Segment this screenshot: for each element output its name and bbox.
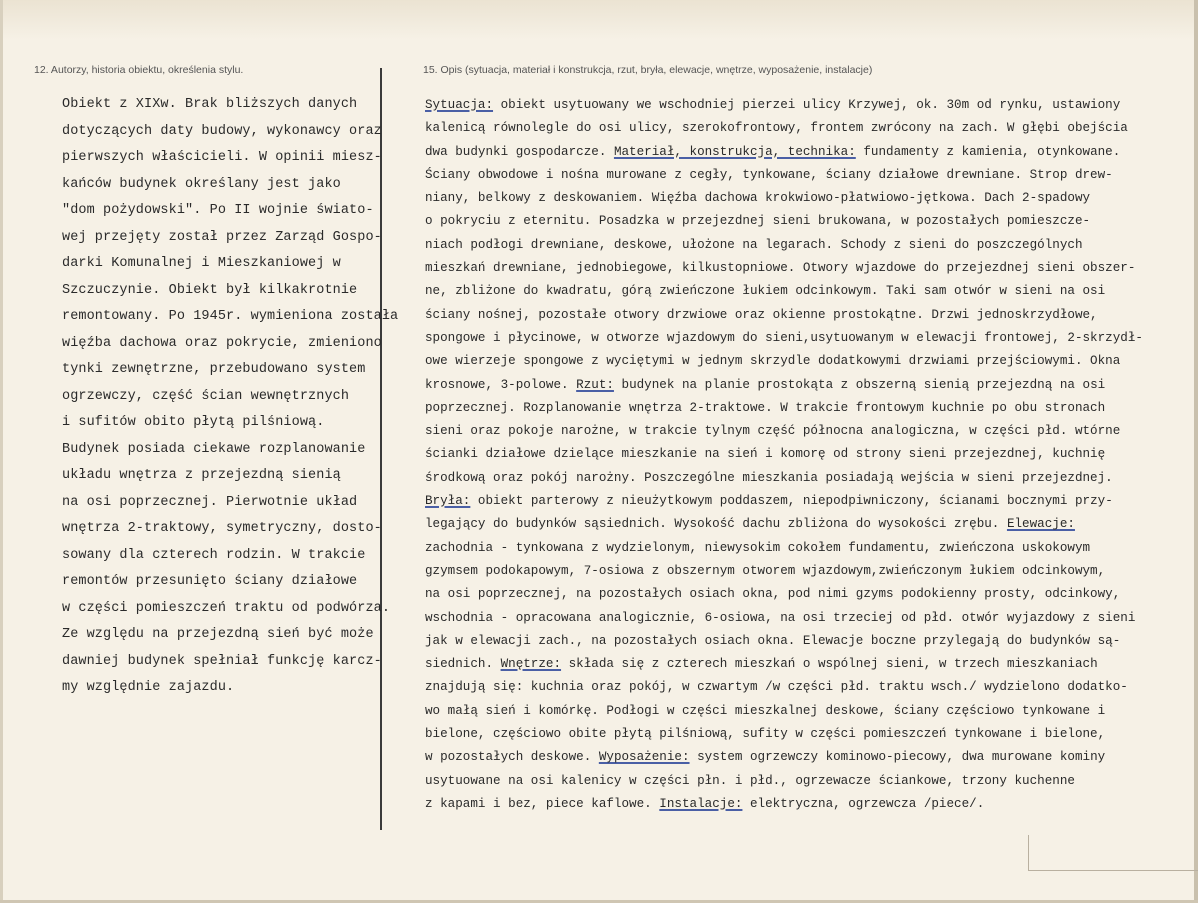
description-text-line xyxy=(425,793,1195,816)
history-text-column xyxy=(62,92,399,702)
description-text-line xyxy=(425,653,1195,676)
paper-left-edge xyxy=(0,0,3,903)
description-text-line xyxy=(425,350,1195,373)
description-text: budynek na planie prostokąta z obszerną sienią przejezdną na osi xyxy=(613,377,1106,392)
frame-line-right xyxy=(1028,835,1029,871)
description-text-line xyxy=(425,420,1195,443)
section-heading: Rzut: xyxy=(576,377,614,392)
history-text-line: i sufitów obito płytą pilśniową. xyxy=(62,415,325,430)
description-text: Ściany obwodowe i nośna murowane z cegły, tynkowane, ściany działowe drewniane. Strop drew- xyxy=(425,167,1113,182)
history-text-line: remontów przesunięto ściany działowe xyxy=(62,574,358,589)
description-text-line xyxy=(425,746,1195,769)
paper-top-shading xyxy=(0,0,1198,40)
description-text: w pozostałych deskowe. xyxy=(425,750,599,765)
description-text: spongowe i płycinowe, w otworze wjazdowym do sieni,usytuowanym w elewacji frontowej, 2-skrzydł- xyxy=(425,330,1143,345)
history-text-line: darki Komunalnej i Mieszkaniowej w xyxy=(62,256,341,271)
description-text: składa się z czterech mieszkań o wspólnej sieni, w trzech mieszkaniach xyxy=(561,657,1098,672)
section-heading: Elewacje: xyxy=(1006,517,1075,532)
description-text: jak w elewacji zach., na pozostałych osiach okna. Elewacje boczne przylegają do budynków są- xyxy=(425,633,1121,648)
history-text-line: pierwszych właścicieli. W opinii miesz- xyxy=(62,150,382,165)
history-text-line: sowany dla czterech rodzin. W trakcie xyxy=(62,547,366,563)
description-text: dwa budynki gospodarcze. xyxy=(425,144,614,159)
description-text-line xyxy=(425,210,1195,233)
section-heading: Wyposażenie: xyxy=(598,750,690,765)
description-text: krosnowe, 3-polowe. xyxy=(425,377,577,392)
section-heading: Instalacje: xyxy=(659,796,743,811)
section-heading: Materiał, konstrukcja, technika: xyxy=(613,144,856,159)
description-text: bielone, częściowo obite płytą pilśniową, sufity w części pomieszczeń tynkowane i bielone, xyxy=(425,727,1106,742)
description-text: ściany nośnej, pozostałe otwory drzwiowe oraz okienne prostokątne. Drzwi jednoskrzydłowe, xyxy=(425,307,1098,322)
description-text-line xyxy=(425,141,1195,164)
description-text-line xyxy=(425,583,1195,606)
history-text-line: wej przejęty został przez Zarząd Gospo- xyxy=(62,229,382,245)
description-text-line xyxy=(425,304,1195,327)
description-text: ne, zbliżone do kwadratu, górą zwieńczone łukiem odcinkowym. Taki sam otwór w sieni na osi xyxy=(425,284,1106,299)
description-text-column xyxy=(425,94,1195,816)
history-text-line: dawniej budynek spełniał funkcję karcz- xyxy=(62,653,382,669)
description-text: wo małą sień i komórkę. Podłogi w części mieszkalnej deskowe, ściany częściowo tynkowane i xyxy=(425,703,1106,718)
description-text-line xyxy=(425,537,1195,560)
description-text-line xyxy=(425,234,1195,257)
description-text: system ogrzewczy kominowo-piecowy, dwa murowane kominy xyxy=(689,750,1106,765)
description-text-line xyxy=(425,443,1195,466)
description-text: usytuowane na osi kalenicy w części płn. i płd., ogrzewacze ściankowe, trzony kuchenne xyxy=(425,773,1075,788)
description-text-line xyxy=(425,560,1195,583)
description-text: ścianki działowe dzielące mieszkanie na sień i komorę od strony sieni przejezdnej, kuchnię xyxy=(425,447,1106,462)
description-text-line xyxy=(425,607,1195,630)
history-text-line: więźba dachowa oraz pokrycie, zmieniono xyxy=(62,335,382,351)
description-text: zachodnia - tynkowana z wydzielonym, niewysokim cokołem fundamentu, zwieńczona uskokowym xyxy=(425,540,1091,555)
history-text-line: na osi poprzecznej. Pierwotnie układ xyxy=(62,494,358,510)
history-text-line: remontowany. Po 1945r. wymieniona została xyxy=(62,309,399,324)
frame-line-bottom xyxy=(1028,870,1198,871)
history-text-line: układu wnętrza z przejezdną sienią xyxy=(62,468,341,483)
description-text-line xyxy=(425,94,1195,117)
description-text: z kapami i bez, piece kaflowe. xyxy=(425,796,660,811)
description-text: gzymsem podokapowym, 7-osiowa z obszernym otworem wjazdowym,zwieńczonym łukiem odcinkowym, xyxy=(425,563,1106,578)
description-text: na osi poprzecznej, na pozostałych osiach okna, pod nimi gzyms podokienny prosty, odcinkowy, xyxy=(425,587,1121,602)
history-text-line: wnętrza 2-traktowy, symetryczny, dosto- xyxy=(62,521,382,536)
description-text-line xyxy=(425,257,1195,280)
description-text: kalenicą równolegle do osi ulicy, szerokofrontowy, frontem zwrócony na zach. W głębi obejścia xyxy=(425,121,1128,136)
description-text: fundamenty z kamienia, otynkowane. xyxy=(855,144,1121,159)
description-text: wschodnia - opracowana analogicznie, 6-osiowa, na osi trzeciej od płd. otwór wyjazdowy z sieni xyxy=(425,610,1136,625)
description-text-line xyxy=(425,187,1195,210)
description-text-line xyxy=(425,723,1195,746)
description-text-line xyxy=(425,117,1195,140)
description-text: poprzecznej. Rozplanowanie wnętrza 2-traktowe. W trakcie frontowym kuchnie po obu stronach xyxy=(425,400,1106,415)
description-text: elektryczna, ogrzewcza /piece/. xyxy=(742,796,985,811)
history-text-line: w części pomieszczeń traktu od podwórza. xyxy=(62,600,391,616)
section-heading: Wnętrze: xyxy=(500,657,562,672)
section-heading: Bryła: xyxy=(425,494,471,509)
description-text: owe wierzeje spongowe z wyciętymi w jednym skrzydle dodatkowymi drzwiami przejściowymi. Okna xyxy=(425,354,1121,369)
section-heading: Sytuacja: xyxy=(425,98,494,112)
description-text-line xyxy=(425,490,1195,513)
description-text-line xyxy=(425,164,1195,187)
description-text-line xyxy=(425,397,1195,420)
history-text-line: Ze względu na przejezdną sień być może xyxy=(62,627,374,642)
description-text-line xyxy=(425,676,1195,699)
history-text-line: Obiekt z XIXw. Brak bliższych danych xyxy=(62,97,358,112)
description-text-line xyxy=(425,700,1195,723)
description-text: siednich. xyxy=(425,657,501,672)
description-text-line xyxy=(425,467,1195,490)
section-12-header: 12. Autorzy, historia obiektu, określenia stylu. xyxy=(34,64,244,76)
description-text: niach podłogi drewniane, deskowe, ułożone na legarach. Schody z sieni do poszczególnych xyxy=(425,237,1083,252)
description-text: o pokryciu z eternitu. Posadzka w przejezdnej sieni brukowana, w pozostałych pomieszcze- xyxy=(425,214,1091,229)
history-text-line: kańców budynek określany jest jako xyxy=(62,176,341,192)
description-text-line xyxy=(425,770,1195,793)
description-text: niany, belkowy z deskowaniem. Więźba dachowa krokwiowo-płatwiowo-jętkowa. Dach 2-spadowy xyxy=(425,191,1091,206)
description-text: obiekt parterowy z nieużytkowym poddaszem, niepodpiwniczony, ścianami bocznymi przy- xyxy=(470,494,1113,509)
description-text-line xyxy=(425,630,1195,653)
history-text-line: "dom pożydowski". Po II wojnie świato- xyxy=(62,203,374,218)
history-text-line: Budynek posiada ciekawe rozplanowanie xyxy=(62,441,366,457)
description-text: mieszkań drewniane, jednobiegowe, kilkustopniowe. Otwory wjazdowe do przejezdnej sieni obszer- xyxy=(425,261,1136,276)
description-text-line xyxy=(425,513,1195,536)
description-text: znajdują się: kuchnia oraz pokój, w czwartym /w części płd. traktu wsch./ wydzielono dodatko- xyxy=(425,680,1128,695)
description-text-line xyxy=(425,374,1195,397)
description-text: legający do budynków sąsiednich. Wysokość dachu zbliżona do wysokości zrębu. xyxy=(425,517,1007,532)
description-text-line xyxy=(425,327,1195,350)
description-text: środkową oraz pokój narożny. Poszczególne mieszkania posiadają wejścia w sieni przejezdnej. xyxy=(425,470,1113,485)
history-text-line: tynki zewnętrzne, przebudowano system xyxy=(62,362,366,377)
description-text: obiekt usytuowany we wschodniej pierzei ulicy Krzywej, ok. 30m od rynku, ustawiony xyxy=(493,98,1121,112)
history-text-line: ogrzewczy, część ścian wewnętrznych xyxy=(62,388,350,404)
history-text-line: Szczuczynie. Obiekt był kilkakrotnie xyxy=(62,282,358,298)
section-15-header: 15. Opis (sytuacja, materiał i konstrukcja, rzut, bryła, elewacje, wnętrze, wyposażenie, instalacje) xyxy=(423,64,873,76)
history-text-line: dotyczących daty budowy, wykonawcy oraz xyxy=(62,123,382,139)
description-text-line xyxy=(425,280,1195,303)
description-text: sieni oraz pokoje narożne, w trakcie tylnym część północna analogiczna, w części płd. wtórne xyxy=(425,424,1121,439)
history-text-line: my względnie zajazdu. xyxy=(62,680,235,695)
